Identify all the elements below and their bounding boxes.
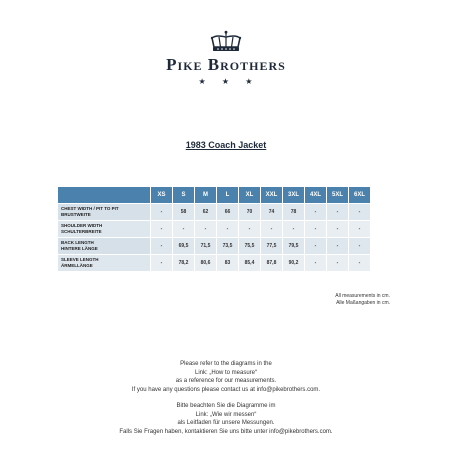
label-de: ÄRMELLÄNGE <box>61 263 93 268</box>
table-cell: - <box>239 221 260 237</box>
info-en-line: as a reference for our measurements. <box>175 378 277 384</box>
table-cell: - <box>217 221 238 237</box>
info-de-contact: Falls Sie Fragen haben, kontaktieren Sie uns bitte unter info@pikebrothers.com. <box>119 428 333 435</box>
row-label <box>58 221 150 237</box>
table-cell: 66 <box>217 204 238 220</box>
brand-stars: ★ ★ ★ <box>198 77 260 86</box>
table-cell: - <box>151 255 172 271</box>
size-header: 3XL <box>283 187 304 203</box>
table-cell: 71,5 <box>195 238 216 254</box>
label-de: HINTERE LÄNGE <box>61 246 98 251</box>
table-cell: 85,4 <box>239 255 260 271</box>
table-cell: - <box>327 255 348 271</box>
table-cell: 62 <box>195 204 216 220</box>
table-cell: 58 <box>173 204 194 220</box>
product-title: 1983 Coach Jacket <box>185 140 267 150</box>
table-row-sleeve-length <box>58 255 370 271</box>
note-de: Alle Maßangaben in cm. <box>336 300 390 306</box>
label-de: SCHULTERBREITE <box>61 229 102 234</box>
table-cell: 80,6 <box>195 255 216 271</box>
table-cell: - <box>305 221 326 237</box>
table-cell: - <box>327 204 348 220</box>
row-label <box>58 238 150 254</box>
table-cell: 69,5 <box>173 238 194 254</box>
table-cell: 79,5 <box>283 238 304 254</box>
label-en: CHEST WIDTH / PIT TO PIT <box>61 206 119 211</box>
info-german <box>0 402 452 436</box>
table-row-chest <box>58 204 370 220</box>
table-cell: 83 <box>217 255 238 271</box>
size-header-row <box>58 187 370 203</box>
size-header: 6XL <box>349 187 370 203</box>
size-header: 5XL <box>327 187 348 203</box>
size-header: XXL <box>261 187 282 203</box>
row-label <box>58 255 150 271</box>
table-cell: 78 <box>283 204 304 220</box>
crown-icon <box>209 30 243 54</box>
table-cell: - <box>349 238 370 254</box>
info-english <box>0 360 452 394</box>
brand-name: Pike Brothers <box>166 55 286 74</box>
info-de-link[interactable]: Link: „Wie wir messen“ <box>195 411 257 418</box>
table-cell: 73,5 <box>217 238 238 254</box>
table-cell: 75,5 <box>239 238 260 254</box>
table-cell: 90,2 <box>283 255 304 271</box>
size-header: 4XL <box>305 187 326 203</box>
table-cell: - <box>151 238 172 254</box>
size-header: S <box>173 187 194 203</box>
table-row-back-length <box>58 238 370 254</box>
table-cell: - <box>327 221 348 237</box>
table-cell: - <box>349 221 370 237</box>
table-cell: - <box>305 255 326 271</box>
table-cell: - <box>283 221 304 237</box>
table-cell: 78,2 <box>173 255 194 271</box>
size-header: L <box>217 187 238 203</box>
table-cell: 70 <box>239 204 260 220</box>
table-cell: - <box>173 221 194 237</box>
table-cell: 77,5 <box>261 238 282 254</box>
size-header: M <box>195 187 216 203</box>
size-header: XL <box>239 187 260 203</box>
header-corner <box>58 187 150 203</box>
size-chart-table <box>57 186 371 272</box>
measurement-note <box>335 293 390 307</box>
table-cell: 74 <box>261 204 282 220</box>
info-en-contact: If you have any questions please contact us at info@pikebrothers.com. <box>131 386 321 393</box>
info-de-line: Bitte beachten Sie die Diagramme im <box>176 403 276 409</box>
label-en: BACK LENGTH <box>61 240 94 245</box>
table-cell: - <box>195 221 216 237</box>
info-en-link[interactable]: Link: „How to measure“ <box>194 369 258 376</box>
table-cell: - <box>151 221 172 237</box>
table-row-shoulder <box>58 221 370 237</box>
size-header: XS <box>151 187 172 203</box>
table-cell: - <box>349 204 370 220</box>
info-en-line: Please refer to the diagrams in the <box>180 361 272 367</box>
table-cell: 87,8 <box>261 255 282 271</box>
label-de: BRUSTWEITE <box>61 212 91 217</box>
table-cell: - <box>261 221 282 237</box>
row-label <box>58 204 150 220</box>
label-en: SHOULDER WIDTH <box>61 223 103 228</box>
table-cell: - <box>327 238 348 254</box>
label-en: SLEEVE LENGTH <box>61 257 99 262</box>
note-en: All measurements in cm. <box>335 293 390 299</box>
brand-logo <box>0 30 452 86</box>
table-cell: - <box>305 238 326 254</box>
table-cell: - <box>349 255 370 271</box>
table-cell: - <box>305 204 326 220</box>
table-cell: - <box>151 204 172 220</box>
info-de-line: als Leitfaden für unsere Messungen. <box>177 420 275 426</box>
